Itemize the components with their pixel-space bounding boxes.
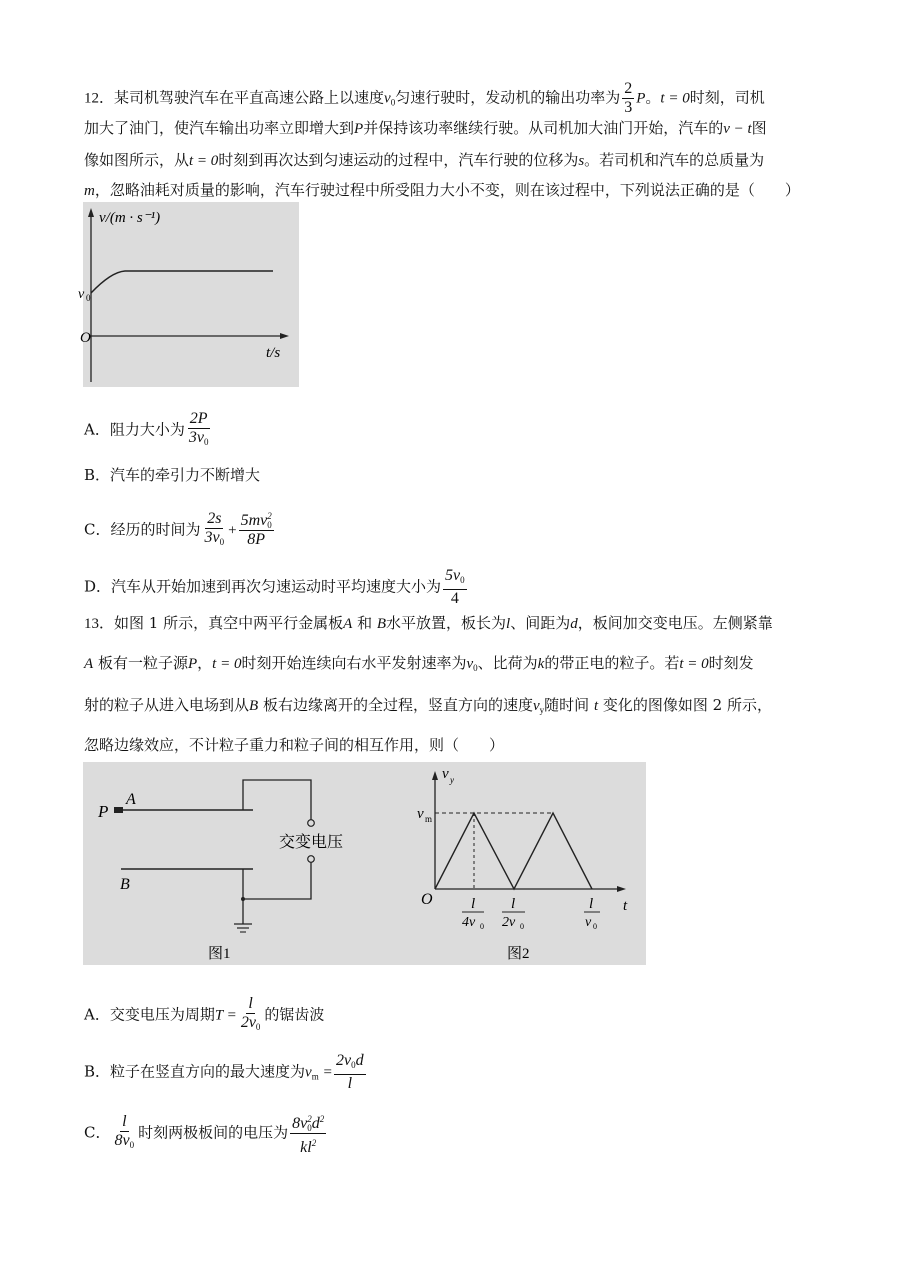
v0-label: v <box>78 287 85 302</box>
denominator: 3v <box>188 429 204 446</box>
tick-1-denominator: 4v <box>462 915 476 930</box>
text: 。若司机和汽车的总质量为 <box>584 151 765 169</box>
fraction <box>239 995 263 1036</box>
option-letter: C． <box>84 520 111 539</box>
text: 并保持该功率继续行驶。从司机加大油门开始，汽车的 <box>363 119 724 137</box>
subscript: 0 <box>219 537 225 547</box>
q13-figures <box>83 762 646 965</box>
v-t-symbol: v − t <box>723 121 752 137</box>
fraction <box>187 410 211 451</box>
t-eq-0: t = 0 <box>212 656 242 672</box>
ac-voltage-label: 交变电压 <box>279 834 344 851</box>
subscript: m <box>311 1071 319 1082</box>
text: 、间距为 <box>510 614 571 632</box>
q13-option-b[interactable] <box>84 1052 368 1093</box>
text: ，板间加交变电压。左侧紧靠 <box>577 614 773 632</box>
denominator: 8v <box>114 1132 130 1150</box>
t-eq-0: t = 0 <box>660 90 690 107</box>
q13-number: 13． <box>84 616 115 632</box>
vm-symbol: v <box>305 1064 312 1081</box>
d-symbol: d <box>570 616 578 632</box>
A-symbol: A <box>343 616 353 632</box>
numerator: 5mv <box>240 511 268 529</box>
denominator: 3v <box>204 529 220 546</box>
P-symbol: P <box>636 90 646 107</box>
tick-1-numerator: l <box>471 896 476 912</box>
option-text: 经历的时间为 <box>110 520 201 539</box>
t-symbol: t <box>593 698 599 714</box>
option-letter: D． <box>84 577 112 596</box>
tick-2-numerator: l <box>511 896 516 912</box>
text: 随时间 <box>544 696 590 714</box>
fraction <box>112 1113 136 1154</box>
subscript: 0 <box>267 520 272 531</box>
text: 变化的图像如图 2 所示， <box>602 696 772 714</box>
numerator: 8v <box>292 1115 308 1132</box>
superscript: 2 <box>267 511 272 522</box>
text: 时刻开始连续向右水平发射速率为 <box>241 654 467 672</box>
vt-graph <box>78 202 299 387</box>
figure-1-caption: 图1 <box>208 946 231 962</box>
numerator: 5v <box>445 567 461 584</box>
label-B: B <box>120 876 130 893</box>
superscript: 2 <box>319 1114 325 1124</box>
q12-option-c[interactable] <box>84 510 276 551</box>
tick-2-denominator: 2v <box>502 915 516 930</box>
option-text: 阻力大小为 <box>109 420 185 439</box>
denominator: kl <box>300 1139 312 1157</box>
fraction <box>334 1052 366 1093</box>
q12-option-d[interactable] <box>84 567 469 608</box>
superscript: 2 <box>311 1138 317 1149</box>
text: 时刻到再次达到匀速运动的过程中，汽车行驶的位移为 <box>218 151 579 169</box>
vm-label-sub: m <box>425 814 433 824</box>
q12-number: 12． <box>84 90 115 107</box>
numerator: l <box>248 995 253 1012</box>
origin-label: O <box>421 891 433 908</box>
tick-2-sub: 0 <box>520 922 524 931</box>
text: 时刻发 <box>708 654 754 672</box>
subscript: 0 <box>129 1140 135 1151</box>
figure-1-circuit <box>97 780 343 962</box>
text: 板有一粒子源 <box>97 654 188 672</box>
q12-option-b[interactable] <box>84 465 260 485</box>
option-text: 的锯齿波 <box>264 1005 325 1024</box>
text: 图 <box>751 119 767 137</box>
option-text: 汽车的牵引力不断增大 <box>110 466 261 484</box>
option-text: 时刻两极板间的电压为 <box>138 1123 289 1142</box>
option-text: 汽车从开始加速到再次匀速运动时平均速度大小为 <box>111 577 442 596</box>
terminal-bottom-icon <box>308 856 315 863</box>
y-axis-label: v <box>442 766 449 782</box>
vm-label: v <box>417 806 424 822</box>
subscript: 0 <box>307 1123 312 1134</box>
q13-line-2 <box>84 653 754 678</box>
fraction <box>203 510 227 551</box>
text: 和 <box>357 614 373 632</box>
plus-sign: + <box>228 522 237 539</box>
text: 加大了油门，使汽车输出功率立即增大到 <box>84 119 355 137</box>
wire-top <box>243 780 311 820</box>
option-letter: B． <box>84 466 111 484</box>
q13-figures-svg <box>83 762 646 965</box>
q13-line-3 <box>84 695 772 720</box>
tick-3-sub: 0 <box>593 922 597 931</box>
wire-bottom <box>243 862 311 899</box>
s-symbol: s <box>578 153 585 169</box>
q12-vt-figure <box>78 202 299 387</box>
subscript: 0 <box>255 1022 261 1032</box>
equals-sign: = <box>323 1064 332 1081</box>
fraction-two-thirds <box>622 80 634 117</box>
text: 的带正电的粒子。若 <box>544 654 680 672</box>
option-letter: C． <box>84 1123 111 1142</box>
numerator: 2 <box>624 80 633 97</box>
text: 板右边缘离开的全过程，竖直方向的速度 <box>262 696 533 714</box>
q13-line-4 <box>84 735 504 755</box>
subscript: 0 <box>460 575 465 585</box>
y-axis-label: v/(m · s⁻¹) <box>99 210 161 226</box>
tick-1-sub: 0 <box>480 922 484 931</box>
fraction <box>443 567 467 608</box>
B-symbol: B <box>249 698 259 714</box>
q12-line-1 <box>84 80 765 117</box>
x-axis-arrow-icon <box>280 333 289 339</box>
x-axis-label: t <box>623 898 628 914</box>
text: 像如图所示，从 <box>84 151 190 169</box>
fraction <box>290 1110 326 1157</box>
option-letter: A． <box>84 1005 110 1024</box>
origin-label: O <box>80 330 91 346</box>
P-symbol: P <box>187 656 198 672</box>
option-letter: B． <box>84 1062 111 1081</box>
text: 匀速行驶时，发动机的输出功率为 <box>395 88 621 107</box>
figure-2-caption: 图2 <box>507 946 530 962</box>
option-text: 粒子在竖直方向的最大速度为 <box>110 1062 306 1081</box>
text: 时刻，司机 <box>689 88 765 107</box>
q12-line-3 <box>84 150 764 171</box>
terminal-top-icon <box>308 820 315 827</box>
P-symbol: P <box>354 121 364 137</box>
text: ， <box>197 654 213 672</box>
tick-3-denominator: v <box>585 915 592 930</box>
subscript: 0 <box>473 663 478 673</box>
q13-line-1 <box>84 613 773 634</box>
denominator: l <box>347 1075 353 1092</box>
denominator: 8P <box>247 531 266 549</box>
numerator-d: d <box>355 1052 364 1069</box>
numerator: 2s <box>207 510 222 527</box>
subscript: 0 <box>390 97 396 108</box>
q12-option-a[interactable] <box>84 410 212 451</box>
q13-option-c[interactable] <box>84 1110 328 1157</box>
denominator: 3 <box>624 99 633 116</box>
numerator: l <box>122 1113 127 1131</box>
text: ，忽略油耗对质量的影响，汽车行驶过程中所受阻力大小不变，则在该过程中，下列说法正确的是（ ） <box>94 181 800 199</box>
t-eq-0: t = 0 <box>679 656 709 672</box>
q12-line-4 <box>84 180 800 201</box>
k-symbol: k <box>537 656 545 672</box>
velocity-curve <box>91 271 273 293</box>
vy-symbol: v <box>532 698 540 714</box>
T-equals: T = <box>214 1007 237 1024</box>
text: 、比荷为 <box>477 654 538 672</box>
m-symbol: m <box>84 183 95 199</box>
label-P: P <box>98 802 109 821</box>
l-symbol: l <box>506 616 511 632</box>
v0-symbol: v <box>466 656 474 672</box>
text: 忽略边缘效应，不计粒子重力和粒子间的相互作用，则（ ） <box>84 736 505 754</box>
denominator: 2v <box>240 1014 256 1031</box>
y-axis-arrow-icon <box>88 208 94 217</box>
denominator: 4 <box>450 590 459 607</box>
subscript: 0 <box>351 1060 356 1070</box>
option-letter: A． <box>84 420 110 439</box>
junction-dot-icon <box>241 897 245 901</box>
text: 。 <box>645 88 661 107</box>
vy-triangle-wave <box>435 813 592 889</box>
t-eq-0: t = 0 <box>189 153 219 169</box>
text: 如图 1 所示，真空中两平行金属板 <box>114 614 344 632</box>
label-A: A <box>126 791 136 808</box>
v0-symbol: v <box>384 90 391 107</box>
figure-2-graph <box>417 766 628 962</box>
x-axis-label: t/s <box>266 345 281 361</box>
text: 射的粒子从进入电场到从 <box>84 696 250 714</box>
superscript: 2 <box>307 1114 312 1125</box>
numerator-d: d <box>311 1115 320 1132</box>
y-axis-arrow-icon <box>432 771 438 780</box>
numerator: 2P <box>189 410 208 427</box>
q12-line-2 <box>84 118 767 139</box>
q13-option-a[interactable] <box>84 995 324 1036</box>
fraction <box>239 512 274 549</box>
tick-3-numerator: l <box>589 896 594 912</box>
y-axis-label-sub: y <box>450 775 454 785</box>
option-text: 交变电压为周期 <box>109 1005 215 1024</box>
x-axis-arrow-icon <box>617 886 626 892</box>
A-symbol: A <box>84 656 94 672</box>
subscript: y <box>539 705 545 715</box>
subscript: 0 <box>203 437 209 447</box>
text: 某司机驾驶汽车在平直高速公路上以速度 <box>114 88 385 107</box>
particle-source-icon <box>114 807 123 813</box>
numerator: 2v <box>335 1052 352 1069</box>
B-symbol: B <box>376 616 387 632</box>
text: 水平放置，板长为 <box>386 614 507 632</box>
v0-label-sub: 0 <box>86 293 91 303</box>
